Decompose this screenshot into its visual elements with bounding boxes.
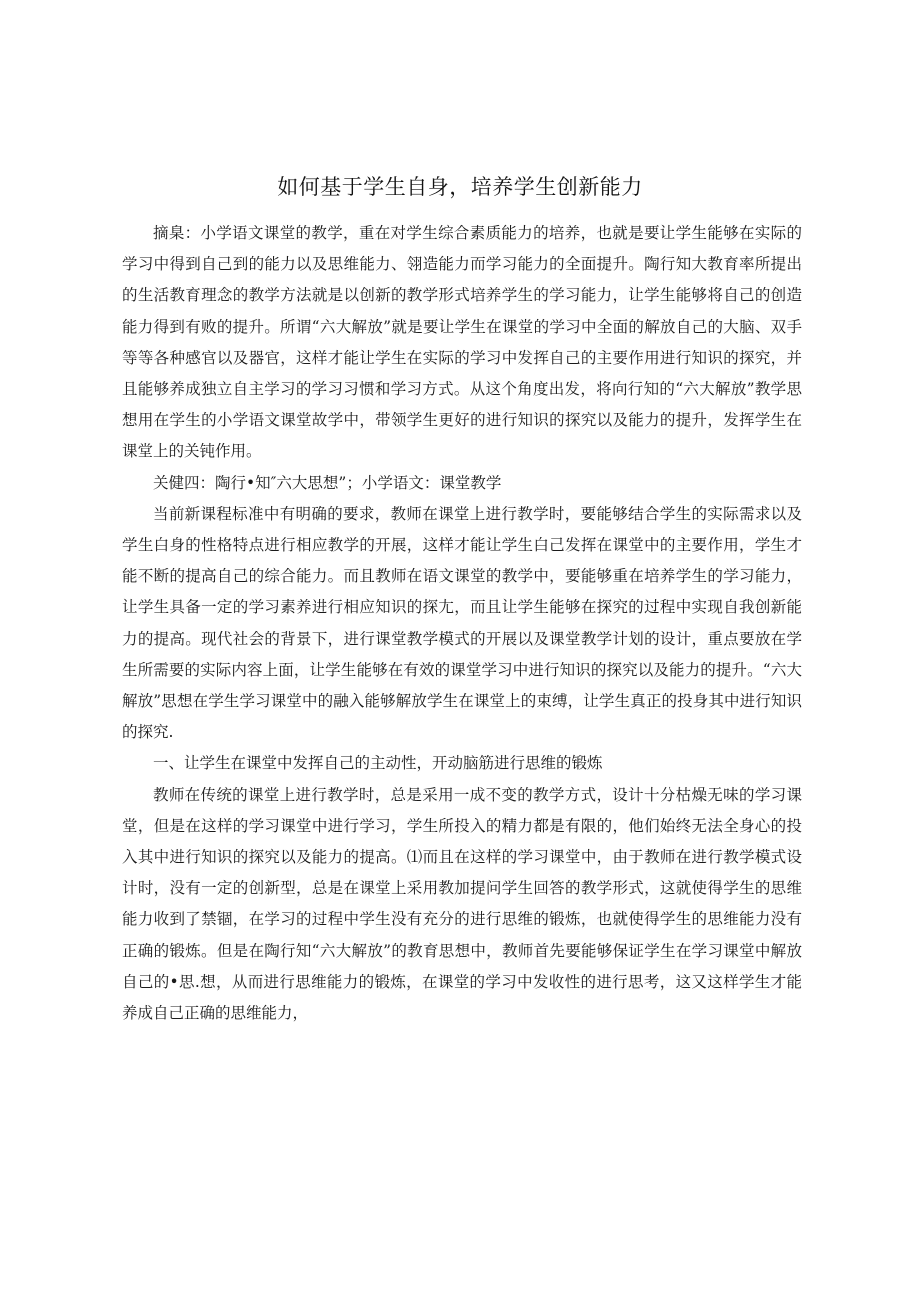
page-title: 如何基于学生自身，培养学生创新能力 — [277, 175, 643, 199]
document-body — [122, 218, 802, 1029]
body-paragraph: 教师在传统的课堂上进行教学时，总是采用一成不变的教学方式，设计十分枯燥无味的学习课堂，但是在这样的学习课堂中进行学习，学生所投入的精力都是有限的，他们始终无法全身心的投入其中进行知识的探究以及能力的提高。⑴而且在这样的学习课堂中，由于教师在进行教学模式设计时，没有一定的创新型，总是在课堂上采用教加提问学生回答的教学形式，这就使得学生的思维能力收到了禁锢，在学习的过程中学生没有充分的进行思维的锻炼，也就使得学生的思维能力没有正确的锻炼。但是在陶行知“六大解放”的教育思想中，教师首先要能够保证学生在学习课堂中解放自己的•思.想，从而进行思维能力的锻炼，在课堂的学习中发收性的进行思考，这又这样学生才能养成自己正确的思维能力， — [122, 785, 802, 1023]
section-heading: 一、让学生在课堂中发挥自己的主动性，开动脑筋进行思维的锻炼 — [153, 754, 603, 773]
abstract-paragraph: 摘臬：小学语文课堂的教学，重在对学生综合素质能力的培养，也就是要让学生能够在实际的学习中得到自己到的能力以及思维能力、翎造能力而学习能力的全面提升。陶行知大教育率所提出的生活教育理念的教学方法就是以创新的教学形式培养学生的学习能力，让学生能够将自己的创造能力得到有败的提升。所谓“六大解放”就是要让学生在课堂的学习中全面的解放自己的大脑、双手等等各种感官以及器官，这样才能让学生在实际的学习中发挥自己的主要作用进行知识的探究，并且能够养成独立自主学习的学习习惯和学习方式。从这个角度出发，将向行知的“六大解放”教学思想用在学生的小学语文课堂故学中，带领学生更好的进行知识的探究以及能力的提升，发挥学生在课堂上的关钝作用。 — [122, 224, 802, 461]
keywords-paragraph: 关健四：陶行•知″六大思想”；小学语文：课堂教学 — [153, 473, 502, 492]
body-paragraph: 当前新课程标准中有明确的要求，教师在课堂上进行教学时，要能够结合学生的实际需求以及学生白身的性格特点进行相应教学的开展，这样才能让学生白己发挥在课堂中的主要作用，学生才能不断的提高自己的综合能力。而且教师在语文课堂的教学中，要能够重在培养学生的学习能力，让学生具备一定的学习素养进行相应知识的探尢，而且让学生能够在探究的过程中实现自我创新能力的提高。现代社会的背景下，进行课堂教学模式的开展以及课堂教学计划的设计，重点要放在学生所需要的实际内容上面，让学生能够在有效的课堂学习中进行知识的探究以及能力的提升。“六大解放”思想在学生学习课堂中的融入能够解放学生在课堂上的束缚，让学生真正的投身其中进行知识的探究. — [122, 504, 802, 742]
